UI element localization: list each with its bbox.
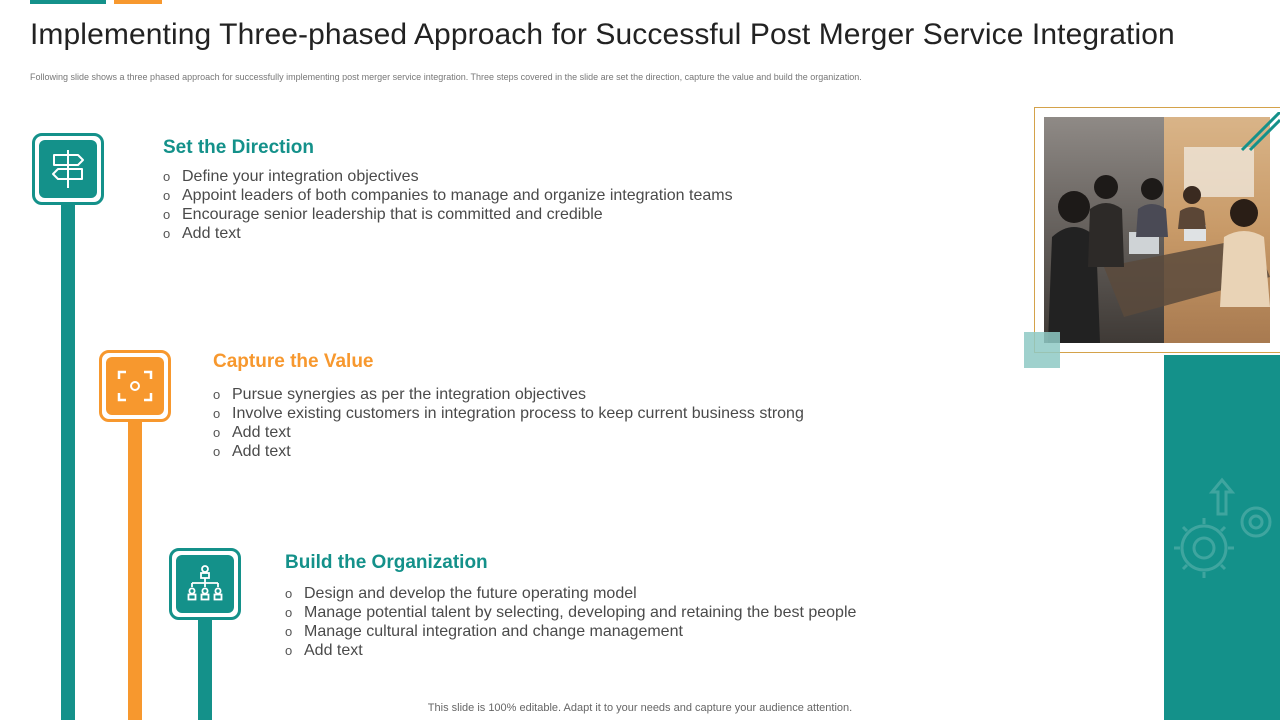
step-title: Set the Direction: [163, 137, 314, 158]
decorative-diagonal-lines: [1240, 112, 1280, 152]
page-subtitle: Following slide shows a three phased approach for successfully implementing post merger service integration. Three steps covered in the slide are set the direction, capture the value and build the organization.: [30, 72, 862, 82]
meeting-photo: [1044, 117, 1270, 343]
step-1-icon-box: [32, 133, 104, 205]
list-item: o Encourage senior leadership that is committed and credible: [163, 206, 603, 223]
footer-note: This slide is 100% editable. Adapt it to your needs and capture your audience attention.: [427, 702, 853, 714]
step-bullet-list: [163, 167, 733, 243]
step-build-organization: [285, 552, 856, 660]
gear-icon: [1164, 470, 1280, 600]
step-capture-value: [213, 351, 804, 461]
timeline-line-2: [128, 416, 142, 720]
list-item: o Appoint leaders of both companies to manage and organize integration teams: [163, 187, 733, 204]
list-item: o Add text: [163, 225, 241, 242]
focus-target-icon: [115, 366, 155, 406]
list-item: o Add text: [213, 424, 291, 441]
top-accent-orange: [114, 0, 162, 4]
step-bullet-list: [213, 385, 804, 461]
step-title: Build the Organization: [285, 552, 488, 573]
timeline-line-1: [61, 200, 75, 720]
list-item: o Manage cultural integration and change management: [285, 623, 683, 640]
list-item: o Add text: [213, 443, 291, 460]
decorative-square: [1024, 332, 1060, 368]
list-item: o Define your integration objectives: [163, 168, 419, 185]
top-accent-teal: [30, 0, 106, 4]
list-item: o Add text: [285, 642, 363, 659]
list-item: o Pursue synergies as per the integration objectives: [213, 386, 586, 403]
step-bullet-list: [285, 584, 856, 660]
step-title: Capture the Value: [213, 351, 374, 372]
org-chart-icon: [184, 563, 226, 605]
list-item: o Manage potential talent by selecting, developing and retaining the best people: [285, 604, 857, 621]
meeting-scene-illustration: [1044, 117, 1270, 343]
step-2-icon-box: [99, 350, 171, 422]
signpost-icon: [48, 147, 88, 191]
list-item: o Involve existing customers in integration process to keep current business strong: [213, 405, 804, 422]
step-3-icon-box: [169, 548, 241, 620]
step-set-direction: [163, 137, 733, 243]
list-item: o Design and develop the future operating model: [285, 585, 637, 602]
page-title: Implementing Three-phased Approach for Successful Post Merger Service Integration: [30, 18, 1175, 51]
